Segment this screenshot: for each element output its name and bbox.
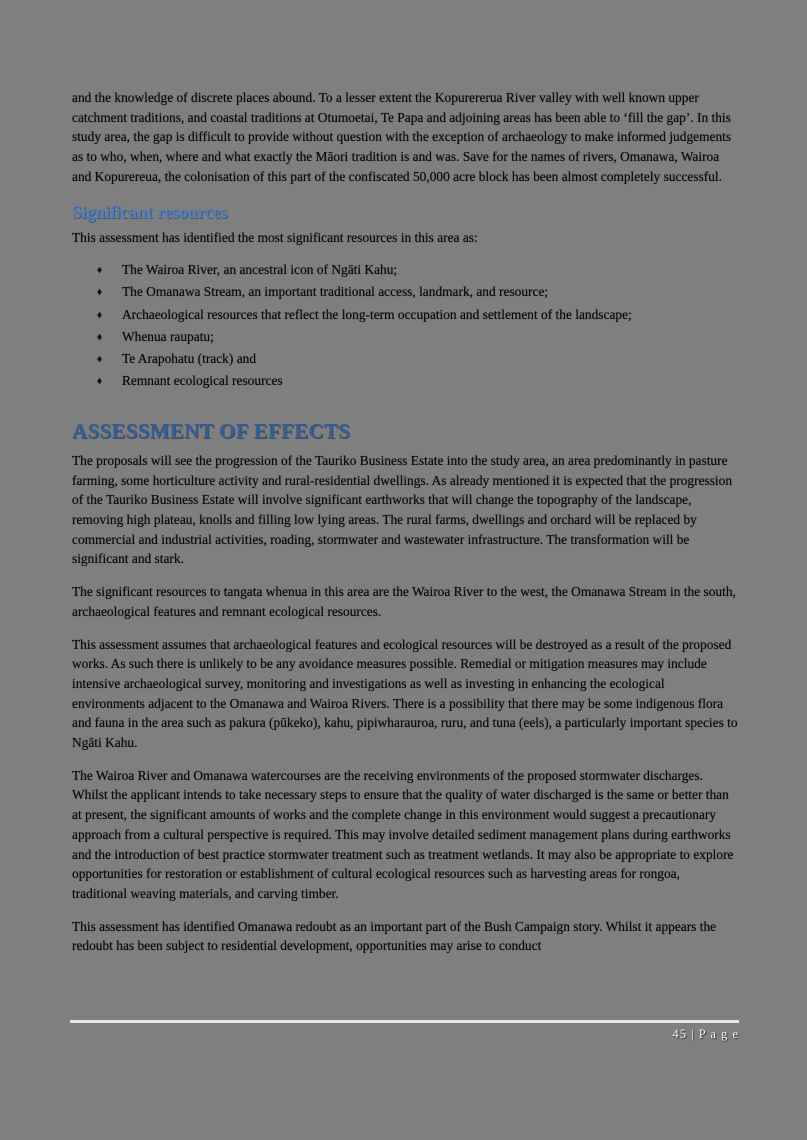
page-content (72, 88, 738, 969)
intro-paragraph: and the knowledge of discrete places abound. To a lesser extent the Kopurererua River valley with well known upper catchment traditions, and coastal traditions at Otumoetai, Te Papa and adjoining areas has been able to ‘fill the gap’. In this study area, the gap is difficult to provide without question with the exception of archaeology to make informed judgements as to who, when, where and what exactly the Māori tradition is and was. Save for the names of rivers, Omanawa, Wairoa and Kopurereua, the colonisation of this part of the confiscated 50,000 acre block has been almost completely successful. (72, 90, 732, 184)
list-item (72, 260, 738, 280)
page-number: 45 | P a g e (672, 1027, 739, 1041)
section-heading-assessment-of-effects: ASSESSMENT OF EFFECTS (72, 418, 351, 443)
paragraph: This assessment has identified Omanawa redoubt as an important part of the Bush Campaign story. Whilst it appears the redoubt has been subject to residential development, opportunities may arise to conduct (72, 918, 717, 954)
section-heading-significant-resources: Significant resources (72, 201, 228, 222)
significant-resources-list (72, 260, 738, 391)
footer-divider (70, 1020, 739, 1023)
list-item (72, 371, 738, 391)
significant-resources-lead: This assessment has identified the most significant resources in this area as: (72, 229, 478, 245)
paragraph: The significant resources to tangata whenua in this area are the Wairoa River to the west, the Omanawa Stream in the south, archaeological features and remnant ecological resources. (72, 584, 736, 619)
list-item-text: Whenua raupatu; (122, 328, 214, 344)
diamond-bullet-icon: ♦ (97, 309, 103, 321)
list-item (72, 282, 738, 302)
paragraph: The Wairoa River and Omanawa watercourses are the receiving environments of the proposed stormwater discharges. Whilst the applicant intends to take necessary steps to ensure that the quality of water discharged is the same or better than at present, the significant amounts of works and the complete change in this environment would suggest a precautionary approach from a cultural perspective is required. This may involve detailed sediment management plans during earthworks and the introduction of best practice stormwater treatment such as treatment wetlands. It may also be appropriate to explore opportunities for restoration or establishment of cultural ecological resources such as harvesting areas for rongoa, traditional weaving materials, and carving timber. (72, 767, 734, 901)
list-item (72, 305, 738, 325)
diamond-bullet-icon: ♦ (97, 354, 103, 366)
list-item-text: The Wairoa River, an ancestral icon of Ngāti Kahu; (122, 262, 398, 278)
list-item-text: Remnant ecological resources (122, 373, 283, 389)
diamond-bullet-icon: ♦ (97, 287, 103, 299)
list-item-text: The Omanawa Stream, an important traditional access, landmark, and resource; (122, 284, 549, 300)
list-item (72, 349, 738, 369)
list-item (72, 327, 738, 347)
diamond-bullet-icon: ♦ (97, 376, 103, 388)
list-item-text: Te Arapohatu (track) and (122, 351, 257, 367)
list-item-text: Archaeological resources that reflect the long-term occupation and settlement of the landscape; (122, 306, 632, 322)
diamond-bullet-icon: ♦ (97, 265, 103, 277)
diamond-bullet-icon: ♦ (97, 331, 103, 343)
paragraph: The proposals will see the progression of the Tauriko Business Estate into the study area, an area predominantly in pasture farming, some horticulture activity and rural-residential dwellings. As already mentioned it is expected that the progression of the Tauriko Business Estate will involve significant earthworks that will change the topography of the landscape, removing high plateau, knolls and filling low lying areas. The rural farms, dwellings and orchard will be replaced by commercial and industrial activities, roading, stormwater and wastewater infrastructure. The transformation will be significant and stark. (72, 452, 733, 567)
paragraph: This assessment assumes that archaeological features and ecological resources will be destroyed as a result of the proposed works. As such there is unlikely to be any avoidance measures possible. Remedial or mitigation measures may include intensive archaeological survey, monitoring and investigations as well as investing in enhancing the ecological environments adjacent to the Omanawa and Wairoa Rivers. There is a possibility that there may be some indigenous flora and fauna in the area such as pakura (pūkeko), kahu, pipiwharauroa, ruru, and tuna (eels), a particularly important species to Ngāti Kahu. (72, 636, 738, 751)
